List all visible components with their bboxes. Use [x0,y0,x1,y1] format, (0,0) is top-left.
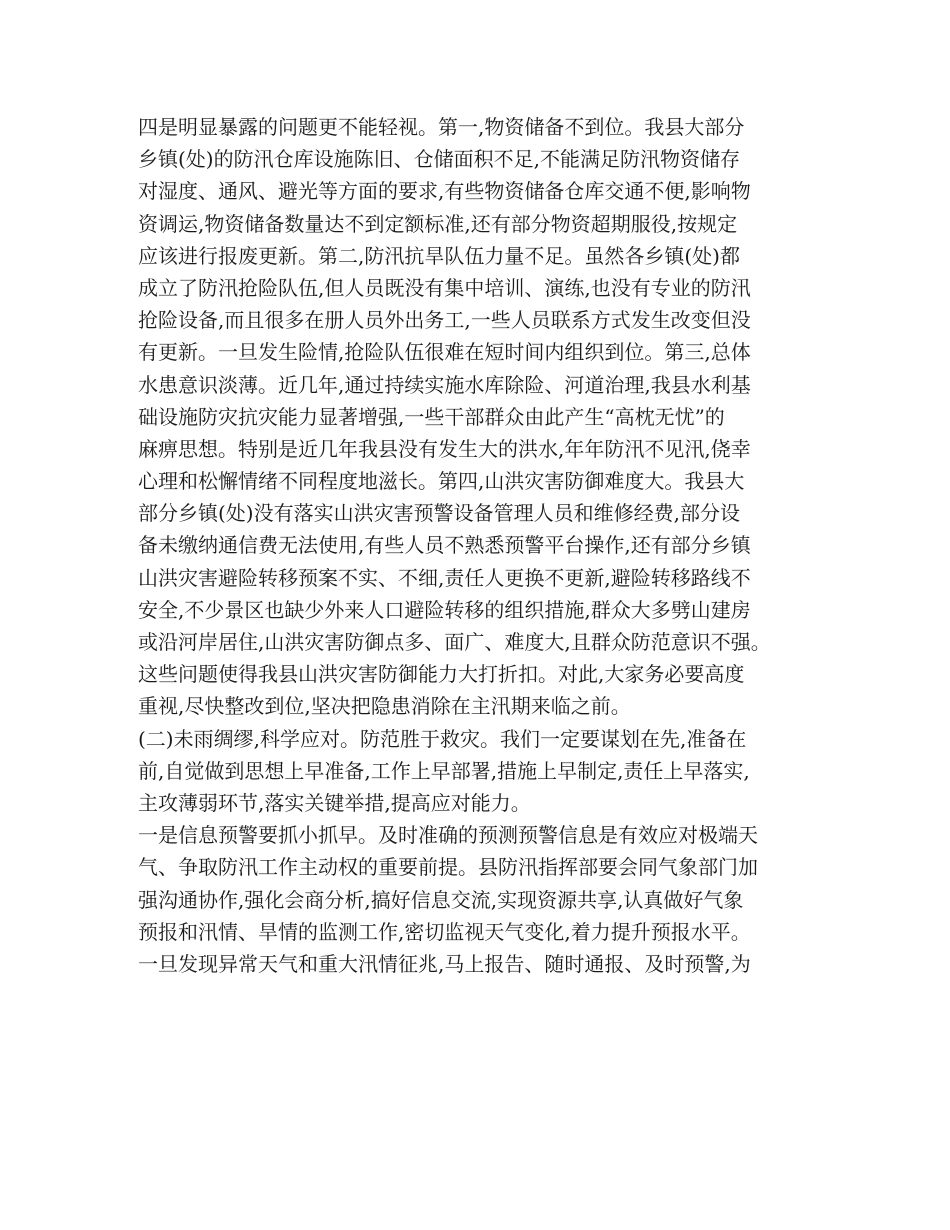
text-line: 前,自觉做到思想上早准备,工作上早部署,措施上早制定,责任上早落实, [138,758,750,783]
text-line: 安全,不少景区也缺少外来人口避险转移的组织措施,群众大多劈山建房 [138,597,751,622]
document-body [138,111,828,980]
text-line: 山洪灾害避险转移预案不实、不细,责任人更换不更新,避险转移路线不 [138,565,751,590]
text-line: 备未缴纳通信费无法使用,有些人员不熟悉预警平台操作,还有部分乡镇 [138,533,751,558]
text-line: 气、争取防汛工作主动权的重要前提。县防汛指挥部要会同气象部门加 [138,855,758,880]
text-line: 抢险设备,而且很多在册人员外出务工,一些人员联系方式发生改变但没 [138,308,751,333]
text-line: 资调运,物资储备数量达不到定额标准,还有部分物资超期服役,按规定 [138,211,738,236]
text-line: 四是明显暴露的问题更不能轻视。第一,物资储备不到位。我县大部分 [138,115,745,139]
text-line: 预报和汛情、旱情的监测工作,密切监视天气变化,着力提升预报水平。 [138,919,751,944]
text-line: 或沿河岸居住,山洪灾害防御点多、面广、难度大,且群众防范意识不强。 [138,630,771,654]
text-line: 水患意识淡薄。近几年,通过持续实施水库除险、河道治理,我县水利基 [138,372,751,397]
text-line: 麻痹思想。特别是近几年我县没有发生大的洪水,年年防汛不见汛,侥幸 [138,436,751,461]
text-line: (二)未雨绸缪,科学应对。防范胜于救灾。我们一定要谋划在先,准备在 [138,726,747,751]
text-line: 础设施防灾抗灾能力显著增强,一些干部群众由此产生“高枕无忧”的 [138,404,725,429]
text-line: 强沟通协作,强化会商分析,搞好信息交流,实现资源共享,认真做好气象 [138,887,744,912]
text-line: 一旦发现异常天气和重大汛情征兆,马上报告、随时通报、及时预警,为 [138,951,751,976]
text-line: 成立了防汛抢险队伍,但人员既没有集中培训、演练,也没有专业的防汛 [138,275,751,300]
text-line: 应该进行报废更新。第二,防汛抗旱队伍力量不足。虽然各乡镇(处)都 [138,243,740,268]
text-line: 乡镇(处)的防汛仓库设施陈旧、仓储面积不足,不能满足防汛物资储存 [138,147,740,172]
text-line: 重视,尽快整改到位,坚决把隐患消除在主汛期来临之前。 [138,694,631,719]
text-line: 部分乡镇(处)没有落实山洪灾害预警设备管理人员和维修经费,部分设 [138,501,740,526]
text-line: 心理和松懈情绪不同程度地滋长。第四,山洪灾害防御难度大。我县大 [138,469,745,494]
text-line: 对湿度、通风、避光等方面的要求,有些物资储备仓库交通不便,影响物 [138,179,751,204]
text-line: 主攻薄弱环节,落实关键举措,提高应对能力。 [138,790,531,815]
text-line: 这些问题使得我县山洪灾害防御能力大打折扣。对此,大家务必要高度 [138,662,745,687]
text-line: 一是信息预警要抓小抓早。及时准确的预测预警信息是有效应对极端天 [138,823,758,848]
text-line: 有更新。一旦发生险情,抢险队伍很难在短时间内组织到位。第三,总体 [138,340,751,365]
